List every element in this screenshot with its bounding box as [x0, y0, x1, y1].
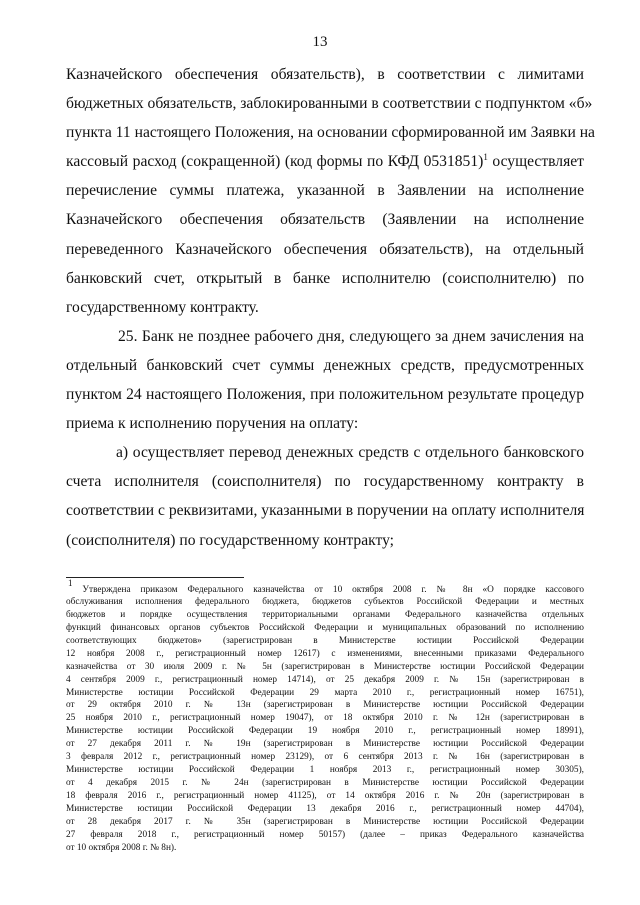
footnote-line: Министерстве юстиции Российской Федерации 1 ноября 2013 г., регистрационный номер 30305),	[66, 765, 584, 776]
footnote-line: 3 февраля 2012 г., регистрационный номер 23129), от 6 сентября 2013 г. № 16н (зарегистрирован в	[66, 752, 584, 763]
footnote-line: 25 ноября 2010 г., регистрационный номер 19047), от 18 октября 2010 г. № 12н (зарегистрирован в	[66, 713, 584, 724]
body-line: переведенного Казначейского обеспечения обязательств), на отдельный	[66, 240, 584, 258]
body-line: Казначейского обеспечения обязательств), в соответствии с лимитами	[66, 66, 584, 83]
body-line: банковский счет, открытый в банке исполнителю (соисполнителю) по	[66, 269, 584, 287]
body-line: бюджетных обязательств, заблокированными в соответствии с подпунктом «б»	[66, 95, 593, 113]
footnote-line: 12 ноября 2008 г., регистрационный номер 12617) с изменениями, внесенными приказами Федерального	[66, 648, 584, 659]
body-line: приема к исполнению поручения на оплату:	[66, 415, 359, 433]
footnote-line-text: Утверждена приказом Федерального казначейства от 10 октября 2008 г. № 8н «О порядке кассового	[72, 585, 584, 595]
footnote-line: от 10 октября 2008 г. № 8н).	[66, 842, 177, 853]
footnote-first-line	[66, 578, 584, 596]
body-line: счета исполнителя (соисполнителя) по государственному контракту в	[66, 473, 584, 491]
footnote-line: 27 февраля 2018 г., регистрационный номер 50157) (далее – приказ Федерального казначейства	[66, 829, 584, 840]
body-line: отдельный банковский счет суммы денежных средств, предусмотренных	[66, 356, 584, 374]
body-line: пунктом 24 настоящего Положения, при положительном результате процедур	[66, 386, 584, 404]
body-line: (соисполнителя) по государственному контракту;	[66, 531, 395, 549]
footnote-line: Министерстве юстиции Российской Федерации 13 декабря 2016 г., регистрационный номер 44704),	[66, 803, 584, 814]
footnote-line: от 29 октября 2010 г. № 13н (зарегистрирован в Министерстве юстиции Российской Федерации	[66, 700, 584, 711]
footnote-line: функций финансовых органов субъектов Российской Федерации и муниципальных образований по исполнению	[66, 622, 584, 633]
footnote-divider	[66, 577, 244, 578]
footnote-line: 18 февраля 2016 г., регистрационный номер 41125), от 14 октября 2016 г. № 20н (зарегистрирован в	[66, 791, 584, 801]
footnote-line: бюджетов и порядке осуществления территориальными органами Федерального казначейства отдельных	[66, 609, 584, 620]
body-line-with-footnote-ref	[66, 147, 584, 176]
body-line-tail: осуществляет	[487, 153, 584, 171]
body-line: государственному контракту.	[66, 298, 259, 316]
footnote-reference: 1	[483, 152, 488, 163]
body-line: перечисление суммы платежа, указанной в Заявлении на исполнение	[66, 182, 584, 200]
footnote-line: соответствующих бюджетов» (зарегистрирован в Министерстве юстиции Российской Федерации	[66, 635, 584, 646]
footnote-line: от 27 декабря 2011 г. № 19н (зарегистрирован в Министерстве юстиции Российской Федерации	[66, 739, 584, 750]
footnote-line: 4 сентября 2009 г., регистрационный номер 14714), от 25 декабря 2009 г. № 15н (зарегистрирован в	[66, 674, 584, 685]
footnote-line: от 4 декабря 2015 г. № 24н (зарегистрирован в Министерстве юстиции Российской Федерации	[66, 778, 584, 789]
page-number: 13	[312, 34, 328, 50]
footnote-line: казначейства от 30 июля 2009 г. № 5н (зарегистрирован в Министерстве юстиции Российской Федерации	[66, 661, 584, 672]
subparagraph-a-start: а) осуществляет перевод денежных средств с отдельного банковского	[116, 444, 584, 462]
footnote-marker: 1	[68, 578, 73, 588]
body-text	[66, 60, 595, 555]
body-line: Казначейского обеспечения обязательств (Заявлении на исполнение	[66, 211, 584, 229]
body-line-head: кассовый расход (сокращенной) (код формы по КФД 0531851)	[66, 153, 484, 171]
footnote-line: обслуживания исполнения федерального бюджета, бюджетов субъектов Российской Федерации и местных	[66, 596, 584, 607]
footnote-line: Министерстве юстиции Российской Федерации 29 марта 2010 г., регистрационный номер 16751),	[66, 687, 584, 698]
footnote-line: от 28 декабря 2017 г. № 35н (зарегистрирован в Министерстве юстиции Российской Федерации	[66, 816, 584, 827]
footnote-line: Министерстве юстиции Российской Федерации 19 ноября 2010 г., регистрационный номер 18991),	[66, 726, 584, 737]
body-line: пункта 11 настоящего Положения, на основании сформированной им Заявки на	[66, 124, 595, 142]
footnote	[66, 578, 584, 855]
paragraph-25-start: 25. Банк не позднее рабочего дня, следующего за днем зачисления на	[118, 327, 584, 345]
body-line: соответствии с реквизитами, указанными в поручении на оплату исполнителя	[66, 502, 585, 520]
